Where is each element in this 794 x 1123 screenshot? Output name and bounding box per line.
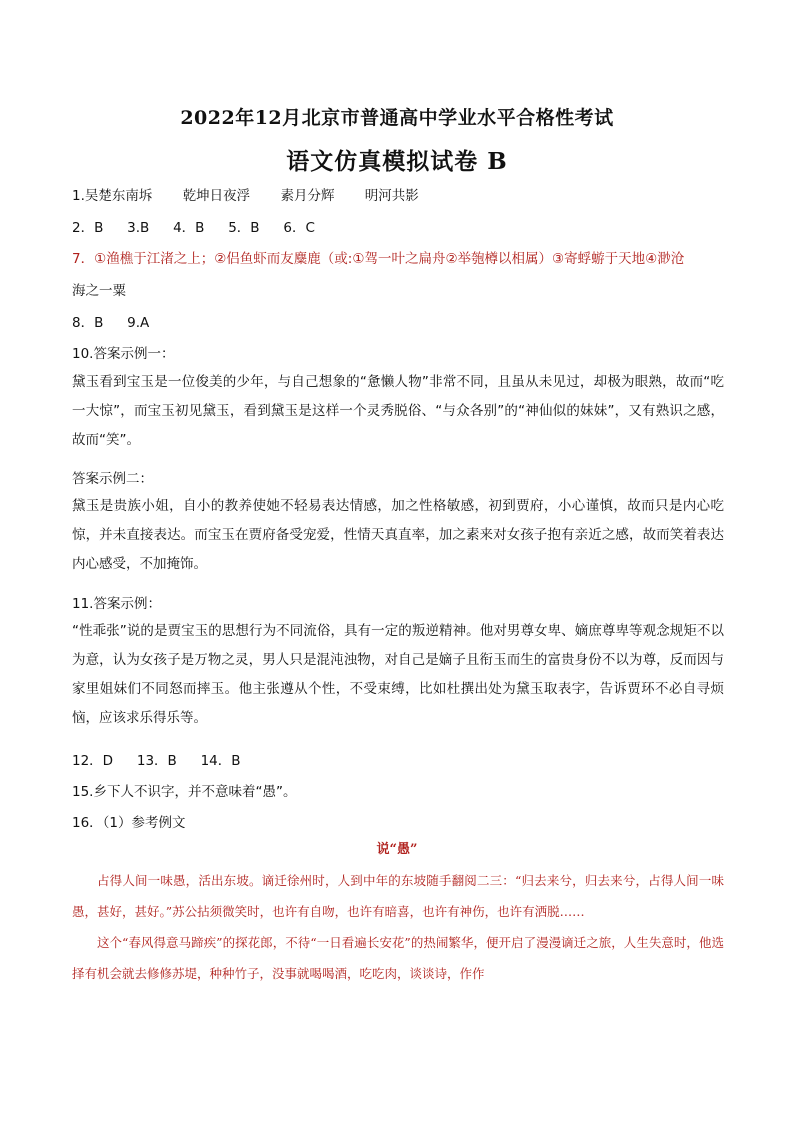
answer-q10-example1: 黛玉看到宝玉是一位俊美的少年，与自己想象的“惫懒人物”非常不同，且虽从未见过，却极为眼熟，故而“吃一大惊”，而宝玉初见黛玉，看到黛玉是这样一个灵秀脱俗、“与众各别”的“神仙似的妹妹”，又有熟识之感，故而“笑”。: [72, 374, 724, 448]
answer-q1: [72, 184, 419, 204]
answer-q12-14: 12．D 13．B 14．B: [72, 753, 241, 769]
answer-q11-text: “性乖张”说的是贾宝玉的思想行为不同流俗，具有一定的叛逆精神。他对男尊女卑、嫡庶尊卑等观念规矩不以为意，认为女孩子是万物之灵，男人只是混沌浊物，对自己是嫡子且衔玉而生的富贵身份不以为尊，反而因与家里姐妹们不同怒而摔玉。他主张遵从个性，不受束缚，比如杜撰出处为黛玉取表字，告诉贾环不必自寻烦恼，应该求乐得乐等。: [72, 623, 724, 726]
q1-part1: 1.吴楚东南坼: [72, 188, 153, 204]
answer-q2-6: 2．B 3.B 4．B 5．B 6．C: [72, 220, 315, 236]
answer-q16-label: 16．（1）参考例文: [72, 815, 186, 831]
essay-body: [72, 865, 724, 989]
answer-q10-label2: 答案示例二：: [72, 471, 153, 487]
answer-q7-line2: 海之一粟: [72, 283, 126, 299]
answer-q10-example2: 黛玉是贵族小姐，自小的教养使她不轻易表达情感，加之性格敏感，初到贾府，小心谨慎，故而只是内心吃惊，并未直接表达。而宝玉在贾府备受宠爱，性情天真直率，加之素来对女孩子抱有亲近之感，故而笑着表达内心感受，不加掩饰。: [72, 498, 724, 572]
exam-subtitle: 语文仿真模拟试卷 B: [286, 148, 508, 175]
answer-q8-9: 8．B 9.A: [72, 315, 150, 331]
q1-part4: 明河共影: [364, 188, 419, 204]
answer-q10-label: 10.答案示例一：: [72, 346, 175, 362]
q1-part2: 乾坤日夜浮: [182, 188, 251, 204]
answer-q7-line1: 7．①渔樵于江渚之上；②侣鱼虾而友麋鹿（或:①驾一叶之扁舟②举匏樽以相属）③寄蜉蝣于天地④渺沧: [72, 251, 685, 267]
essay-paragraph: 占得人间一味愚，活出东坡。谪迁徐州时，人到中年的东坡随手翻阅二三：“归去来兮，归去来兮，占得人间一味愚，甚好，甚好。”苏公拈须微笑时，也许有自吻，也许有暗喜，也许有神伤，也许有洒脱……: [72, 873, 724, 919]
exam-title: 2022年12月北京市普通高中学业水平合格性考试: [180, 107, 614, 129]
essay-paragraph: 这个“春风得意马蹄疾”的探花郎，不待“一日看遍长安花”的热闹繁华，便开启了漫漫谪迁之旅，人生失意时，他选择有机会就去修修苏堤，种种竹子，没事就喝喝酒，吃吃肉，谈谈诗，作作: [72, 935, 724, 981]
q1-part3: 素月分辉: [280, 188, 335, 204]
answer-q15: 15.乡下人不识字，并不意味着“愚”。: [72, 784, 297, 800]
answer-q11-label: 11.答案示例：: [72, 596, 161, 612]
essay-title: 说“愚”: [376, 842, 418, 857]
